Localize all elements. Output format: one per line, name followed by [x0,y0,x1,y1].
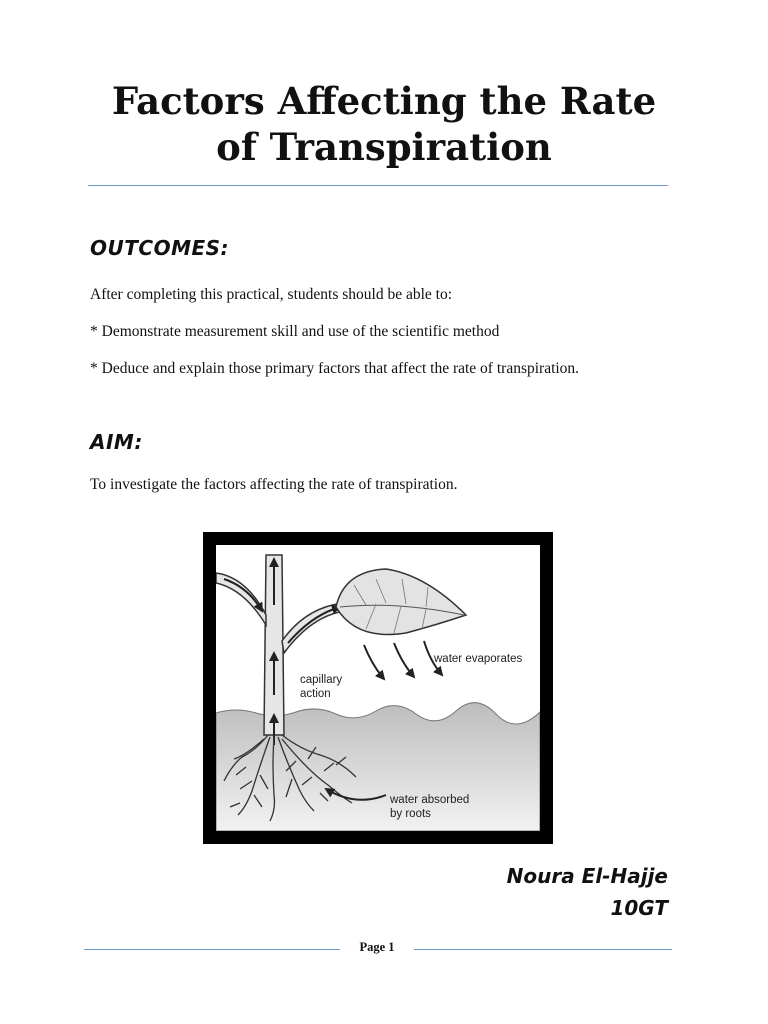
page-number: Page 1 [359,940,395,954]
title-divider [88,185,668,186]
author-name: Noura El-Hajje [506,864,668,888]
label-water-evaporates: water evaporates [434,653,523,665]
author-class: 10GT [610,896,668,920]
footer-rule-right [414,949,672,950]
footer-rule-left [84,949,340,950]
label-capillary-line2: action [300,688,331,700]
outcomes-heading: OUTCOMES: [90,236,230,260]
outcome-item-1: * Demonstrate measurement skill and use of the scientific method [90,323,500,340]
title-line-2: of Transpiration [216,125,552,169]
aim-heading: AIM: [90,430,143,454]
title-line-1: Factors Affecting the Rate [111,79,657,123]
label-absorbed-line2: by roots [390,808,431,820]
transpiration-figure [203,532,553,844]
label-capillary-line1: capillary [300,674,343,686]
aim-text: To investigate the factors affecting the rate of transpiration. [90,476,458,493]
transpiration-diagram [216,545,540,831]
label-absorbed-line1: water absorbed [390,794,470,806]
outcome-item-2: * Deduce and explain those primary factors that affect the rate of transpiration. [90,360,580,377]
document-title [60,78,708,170]
outcomes-intro: After completing this practical, students should be able to: [90,286,453,303]
